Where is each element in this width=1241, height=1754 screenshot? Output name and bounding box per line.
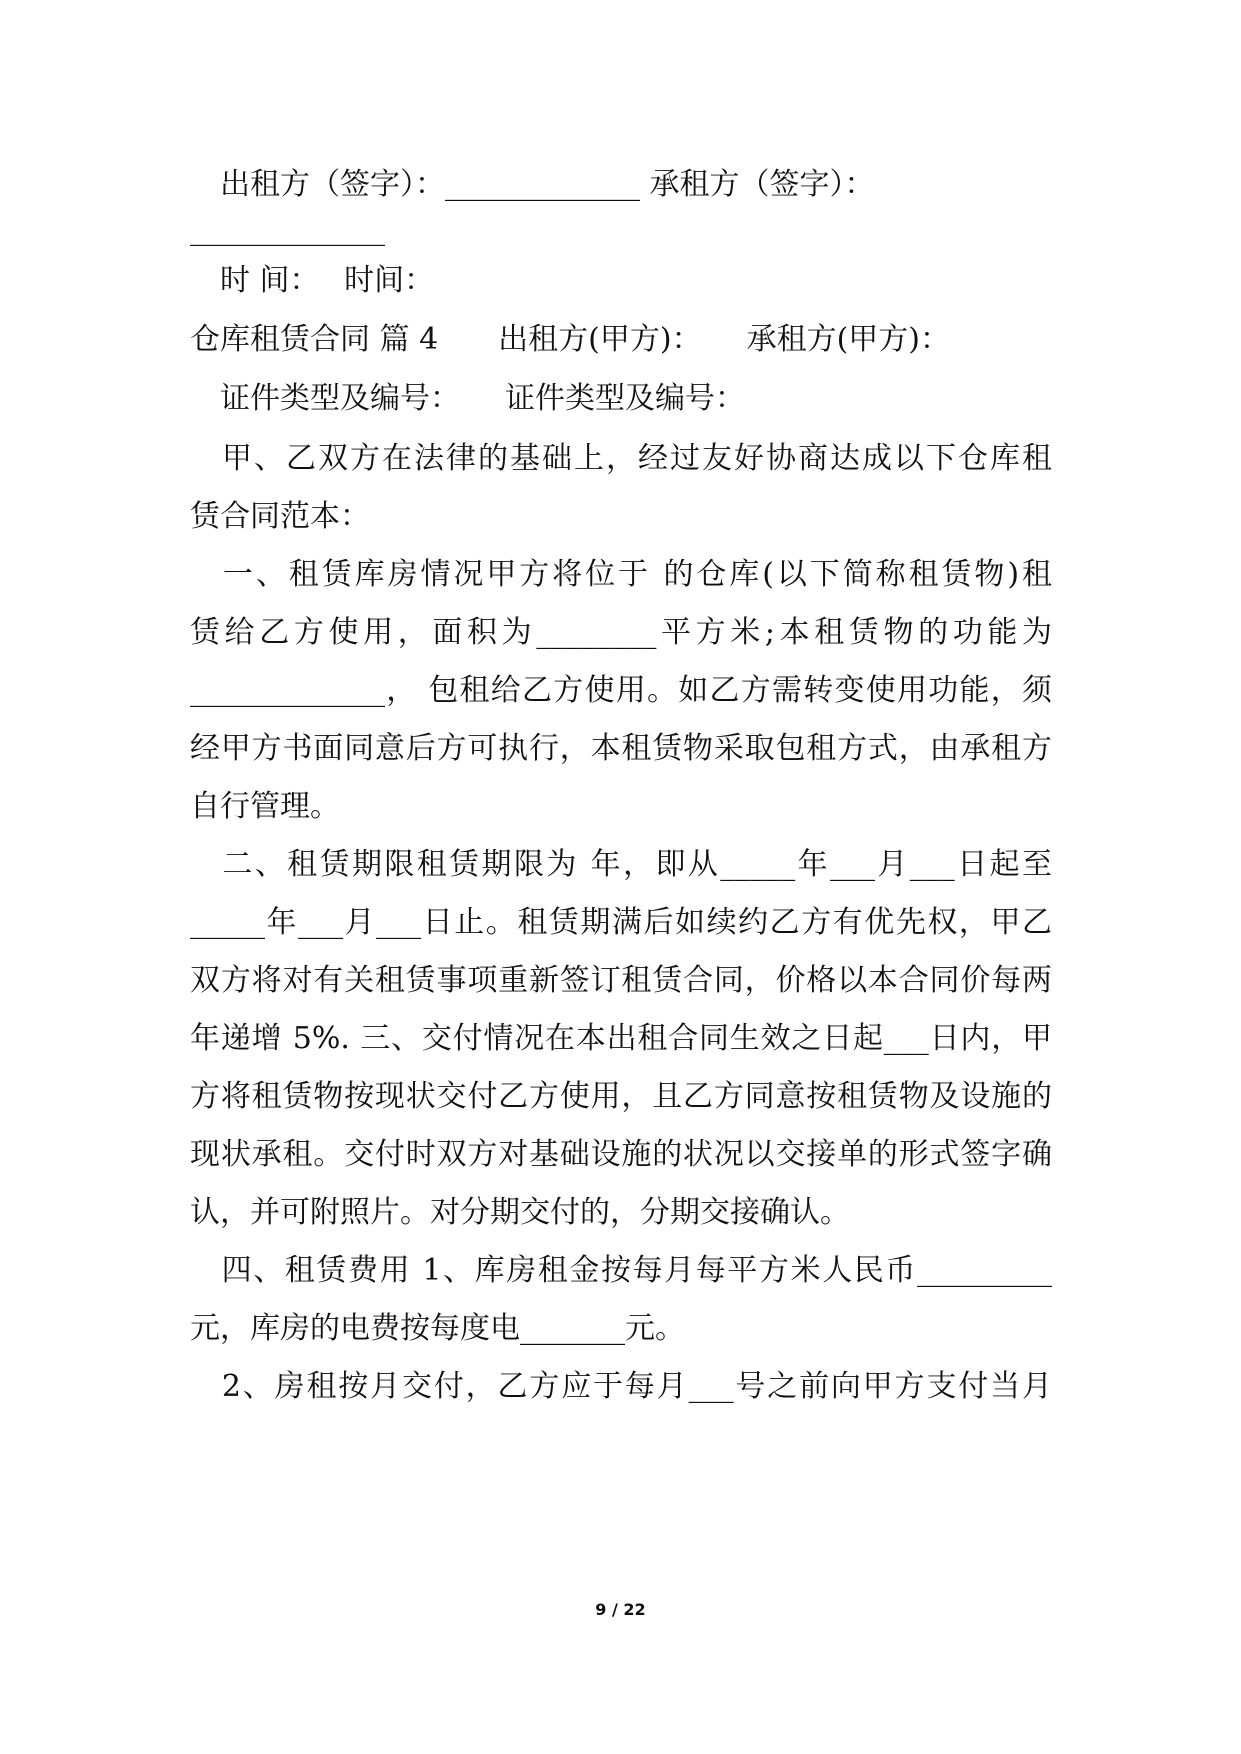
- text-line: _____年___月___日止。租赁期满后如续约乙方有优先权，甲乙: [190, 905, 1052, 940]
- text-line: 认，并可附照片。对分期交付的，分期交接确认。: [190, 1195, 850, 1230]
- text-line: 赁给乙方使用，面积为________平方米;本租赁物的功能为: [190, 615, 1052, 650]
- text-line: 方将租赁物按现状交付乙方使用，且乙方同意按租赁物及设施的: [190, 1079, 1052, 1114]
- text-line: 2、房租按月交付，乙方应于每月___号之前向甲方支付当月: [190, 1369, 1052, 1404]
- text-line: 经甲方书面同意后方可执行，本租赁物采取包租方式，由承租方: [190, 731, 1052, 766]
- text-line: 年递增 5%. 三、交付情况在本出租合同生效之日起___日内，甲: [190, 1021, 1052, 1056]
- text-line: _____________， 包租给乙方使用。如乙方需转变使用功能，须: [190, 673, 1052, 708]
- text-line: 时 间： 时间：: [190, 263, 435, 298]
- text-line: 甲、乙双方在法律的基础上，经过友好协商达成以下仓库租: [190, 441, 1052, 476]
- text-line: 仓库租赁合同 篇 4 出租方(甲方)： 承租方(甲方)：: [190, 322, 950, 357]
- text-line: 出租方（签字）：_____________ 承租方（签字）：: [190, 167, 875, 202]
- text-line: 证件类型及编号： 证件类型及编号：: [190, 381, 745, 416]
- text-line: 赁合同范本：: [190, 499, 370, 534]
- text-line: 自行管理。: [190, 789, 340, 824]
- text-line: 二、租赁期限租赁期限为 年，即从_____年___月___日起至: [190, 847, 1052, 882]
- text-line: _____________: [190, 212, 385, 247]
- text-line: 一、租赁库房情况甲方将位于 的仓库(以下简称租赁物)租: [190, 557, 1052, 592]
- text-line: 双方将对有关租赁事项重新签订租赁合同，价格以本合同价每两: [190, 963, 1052, 998]
- page-number: 9 / 22: [595, 1600, 646, 1619]
- text-line: 元，库房的电费按每度电_______元。: [190, 1311, 685, 1346]
- text-line: 四、租赁费用 1、库房租金按每月每平方米人民币_________: [190, 1253, 1052, 1288]
- text-line: 现状承租。交付时双方对基础设施的状况以交接单的形式签字确: [190, 1137, 1052, 1172]
